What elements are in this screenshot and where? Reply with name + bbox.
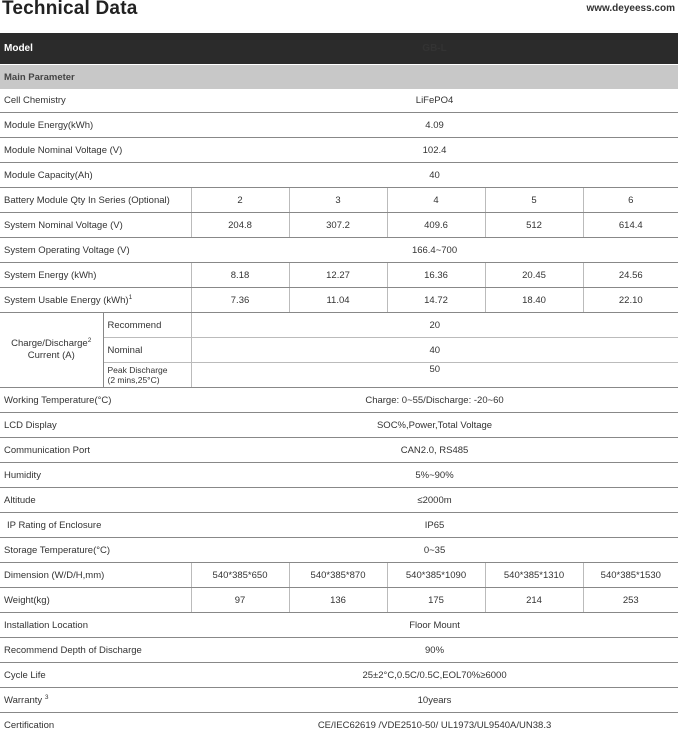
row-value: Charge: 0~55/Discharge: -20~60 (191, 388, 678, 413)
table-row (0, 713, 678, 737)
table-row (0, 588, 678, 613)
row-value: 20 (191, 313, 678, 338)
cd-label-line2: Current (A) (28, 350, 75, 361)
footnote-marker: 3 (45, 693, 49, 700)
row-value: 540*385*650 (191, 563, 289, 588)
row-label: Battery Module Qty In Series (Optional) (0, 188, 191, 213)
row-value: 5 (485, 188, 583, 213)
table-row (0, 213, 678, 238)
footnote-marker: 1 (129, 293, 133, 300)
cd-label-line1: Charge/Discharge (11, 338, 88, 349)
row-value: 16.36 (387, 263, 485, 288)
row-value: 14.72 (387, 288, 485, 313)
row-value: 540*385*1530 (583, 563, 678, 588)
row-value: 409.6 (387, 213, 485, 238)
row-label: Cell Chemistry (0, 89, 191, 113)
row-value: 3 (289, 188, 387, 213)
row-value: 8.18 (191, 263, 289, 288)
table-row (0, 563, 678, 588)
row-label: Communication Port (0, 438, 191, 463)
footnote-marker: 2 (88, 337, 92, 344)
row-value: 40 (191, 338, 678, 363)
row-label: IP Rating of Enclosure (0, 513, 191, 538)
row-label: Altitude (0, 488, 191, 513)
section-main-parameter (0, 65, 678, 89)
row-value: CAN2.0, RS485 (191, 438, 678, 463)
row-label: Certification (0, 713, 191, 737)
peak-label-line1: Peak Discharge (108, 365, 168, 375)
page-title: Technical Data (2, 0, 138, 20)
row-value: 40 (191, 163, 678, 188)
table-row (0, 438, 678, 463)
section-title: Main Parameter (0, 65, 678, 89)
row-label: Humidity (0, 463, 191, 488)
row-value: 5%~90% (191, 463, 678, 488)
row-value: 614.4 (583, 213, 678, 238)
row-label: System Nominal Voltage (V) (0, 213, 191, 238)
table-row (0, 188, 678, 213)
row-label: Working Temperature(°C) (0, 388, 191, 413)
row-value: 512 (485, 213, 583, 238)
row-value: 97 (191, 588, 289, 613)
model-value: GB-L (191, 33, 678, 64)
row-label-text: System Usable Energy (kWh) (4, 295, 129, 306)
row-value: 102.4 (191, 138, 678, 163)
row-label: Weight(kg) (0, 588, 191, 613)
table-row (0, 388, 678, 413)
row-label (0, 688, 191, 713)
row-label: Recommend (103, 313, 191, 338)
row-value: 540*385*1310 (485, 563, 583, 588)
table-row (0, 538, 678, 563)
website-url[interactable]: www.deyeess.com (586, 3, 675, 14)
row-value: 20.45 (485, 263, 583, 288)
row-label: Dimension (W/D/H,mm) (0, 563, 191, 588)
model-row (0, 33, 678, 64)
row-value: 540*385*1090 (387, 563, 485, 588)
row-value: 18.40 (485, 288, 583, 313)
row-label: LCD Display (0, 413, 191, 438)
row-value: LiFePO4 (191, 89, 678, 113)
row-label (103, 363, 191, 388)
row-value: 253 (583, 588, 678, 613)
row-value: 166.4~700 (191, 238, 678, 263)
charge-discharge-label (0, 313, 103, 388)
table-row (0, 138, 678, 163)
row-value: 214 (485, 588, 583, 613)
row-value: 12.27 (289, 263, 387, 288)
row-value: 2 (191, 188, 289, 213)
model-label: Model (0, 33, 191, 64)
row-label: Cycle Life (0, 663, 191, 688)
table-row (0, 238, 678, 263)
row-value: 4 (387, 188, 485, 213)
table-row (0, 663, 678, 688)
table-row (0, 688, 678, 713)
row-label: System Energy (kWh) (0, 263, 191, 288)
row-value: Floor Mount (191, 613, 678, 638)
row-value: 307.2 (289, 213, 387, 238)
table-row (0, 113, 678, 138)
table-row (0, 413, 678, 438)
table-row (0, 313, 678, 338)
table-row (0, 513, 678, 538)
row-value: IP65 (191, 513, 678, 538)
row-label: Module Nominal Voltage (V) (0, 138, 191, 163)
peak-label-line2: (2 mins,25°C) (108, 375, 160, 385)
row-value: 0~35 (191, 538, 678, 563)
table-row (0, 638, 678, 663)
row-label: Nominal (103, 338, 191, 363)
row-value: CE/IEC62619 /VDE2510-50/ UL1973/UL9540A/UN38.3 (191, 713, 678, 737)
row-value: ≤2000m (191, 488, 678, 513)
row-value: 204.8 (191, 213, 289, 238)
row-label: Module Capacity(Ah) (0, 163, 191, 188)
table-row (0, 488, 678, 513)
row-value: SOC%,Power,Total Voltage (191, 413, 678, 438)
row-value: 10years (191, 688, 678, 713)
row-value: 7.36 (191, 288, 289, 313)
row-value: 22.10 (583, 288, 678, 313)
row-label: Module Energy(kWh) (0, 113, 191, 138)
row-value: 50 (191, 363, 678, 388)
row-label-text: Warranty (4, 695, 42, 706)
spec-table (0, 33, 678, 737)
row-label (0, 288, 191, 313)
row-value: 6 (583, 188, 678, 213)
row-value: 136 (289, 588, 387, 613)
row-value: 540*385*870 (289, 563, 387, 588)
row-value: 175 (387, 588, 485, 613)
row-value: 24.56 (583, 263, 678, 288)
row-value: 4.09 (191, 113, 678, 138)
table-row (0, 288, 678, 313)
row-label: Storage Temperature(°C) (0, 538, 191, 563)
table-row (0, 89, 678, 113)
table-row (0, 263, 678, 288)
row-value: 90% (191, 638, 678, 663)
table-row (0, 163, 678, 188)
table-row (0, 613, 678, 638)
row-label: Installation Location (0, 613, 191, 638)
row-value: 11.04 (289, 288, 387, 313)
row-label: System Operating Voltage (V) (0, 238, 191, 263)
row-label: Recommend Depth of Discharge (0, 638, 191, 663)
row-value: 25±2°C,0.5C/0.5C,EOL70%≥6000 (191, 663, 678, 688)
table-row (0, 463, 678, 488)
